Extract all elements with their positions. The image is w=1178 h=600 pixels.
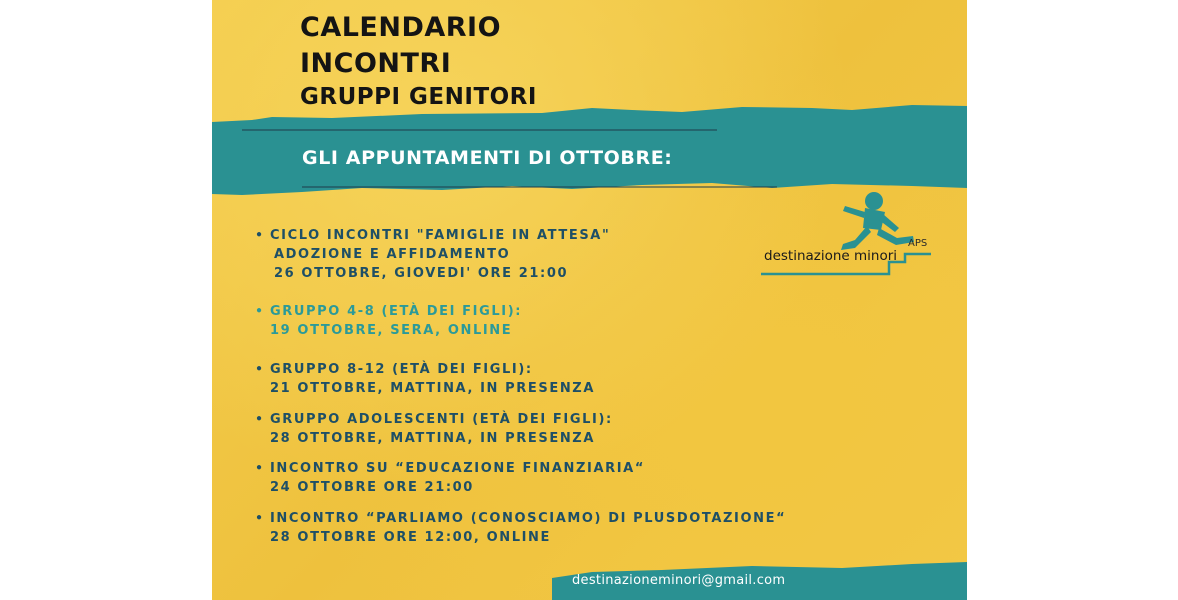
destinazione-minori-logo [757,188,937,294]
item-line: CICLO INCONTRI "FAMIGLIE IN ATTESA" [270,228,611,243]
list-item [256,360,595,398]
bullet-icon: ● [256,462,263,473]
bullet-icon: ● [256,413,263,424]
item-line: GRUPPO 8-12 (ETÀ DEI FIGLI): [270,362,533,377]
list-item [256,302,522,340]
item-line: INCONTRO SU “EDUCAZIONE FINANZIARIA“ [270,461,645,476]
bullet-icon: ● [256,229,263,240]
contact-email: destinazioneminori@gmail.com [572,573,786,588]
item-line: ADOZIONE E AFFIDAMENTO [274,247,511,262]
bullet-icon: ● [256,305,263,316]
list-item [256,509,786,547]
item-line: 24 OTTOBRE ORE 21:00 [270,480,474,495]
logo-aps-suffix: APS [908,238,928,249]
item-line: INCONTRO “PARLIAMO (CONOSCIAMO) DI PLUSDOTAZIONE“ [270,511,787,526]
bullet-icon: ● [256,363,263,374]
list-item [256,226,610,283]
item-line: 28 OTTOBRE ORE 12:00, ONLINE [270,530,552,545]
title-gruppi-genitori: GRUPPI GENITORI [300,84,537,110]
item-line: 26 OTTOBRE, GIOVEDI' ORE 21:00 [274,266,569,281]
subtitle-appuntamenti: GLI APPUNTAMENTI DI OTTOBRE: [302,147,673,169]
item-line: 28 OTTOBRE, MATTINA, IN PRESENZA [270,431,595,446]
item-line: 19 OTTOBRE, SERA, ONLINE [270,323,513,338]
logo-name: destinazione minori [764,248,898,264]
list-item [256,459,645,497]
item-line: GRUPPO ADOLESCENTI (ETÀ DEI FIGLI): [270,412,613,427]
list-item [256,410,613,448]
item-line: 21 OTTOBRE, MATTINA, IN PRESENZA [270,381,595,396]
title-calendario: CALENDARIO [300,12,502,43]
bullet-icon: ● [256,512,263,523]
poster [212,0,967,600]
item-line: GRUPPO 4-8 (ETÀ DEI FIGLI): [270,304,523,319]
title-incontri: INCONTRI [300,48,452,79]
